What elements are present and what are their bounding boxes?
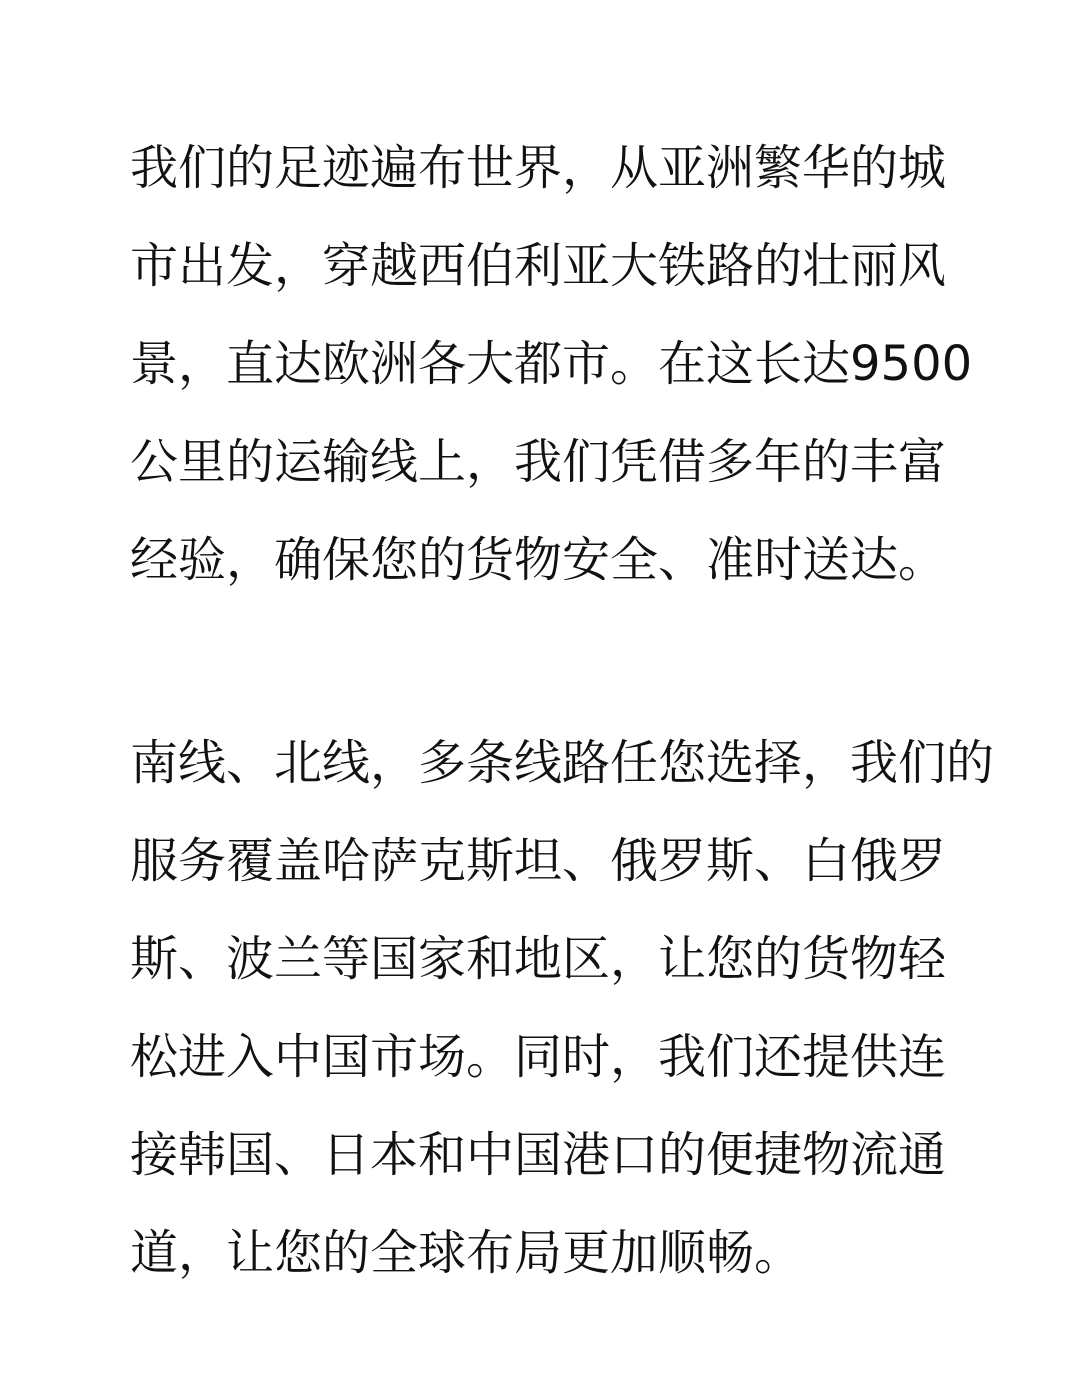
text-line: 道，让您的全球布局更加顺畅。 bbox=[130, 1225, 803, 1281]
paragraph-intro bbox=[130, 130, 973, 620]
text-line: 接韩国、日本和中国港口的便捷物流通 bbox=[130, 1127, 947, 1183]
paragraph-routes bbox=[130, 725, 995, 1313]
text-line: 公里的运输线上，我们凭借多年的丰富 bbox=[130, 434, 947, 490]
text-line: 景，直达欧洲各大都市。在这长达9500 bbox=[130, 336, 973, 392]
text-line: 经验，确保您的货物安全、准时送达。 bbox=[130, 532, 947, 588]
text-line: 我们的足迹遍布世界，从亚洲繁华的城 bbox=[130, 140, 947, 196]
text-line: 松进入中国市场。同时，我们还提供连 bbox=[130, 1029, 947, 1085]
text-line: 市出发，穿越西伯利亚大铁路的壮丽风 bbox=[130, 238, 947, 294]
text-line: 南线、北线，多条线路任您选择，我们的 bbox=[130, 735, 995, 791]
text-line: 斯、波兰等国家和地区，让您的货物轻 bbox=[130, 931, 947, 987]
text-line: 服务覆盖哈萨克斯坦、俄罗斯、白俄罗 bbox=[130, 833, 947, 889]
